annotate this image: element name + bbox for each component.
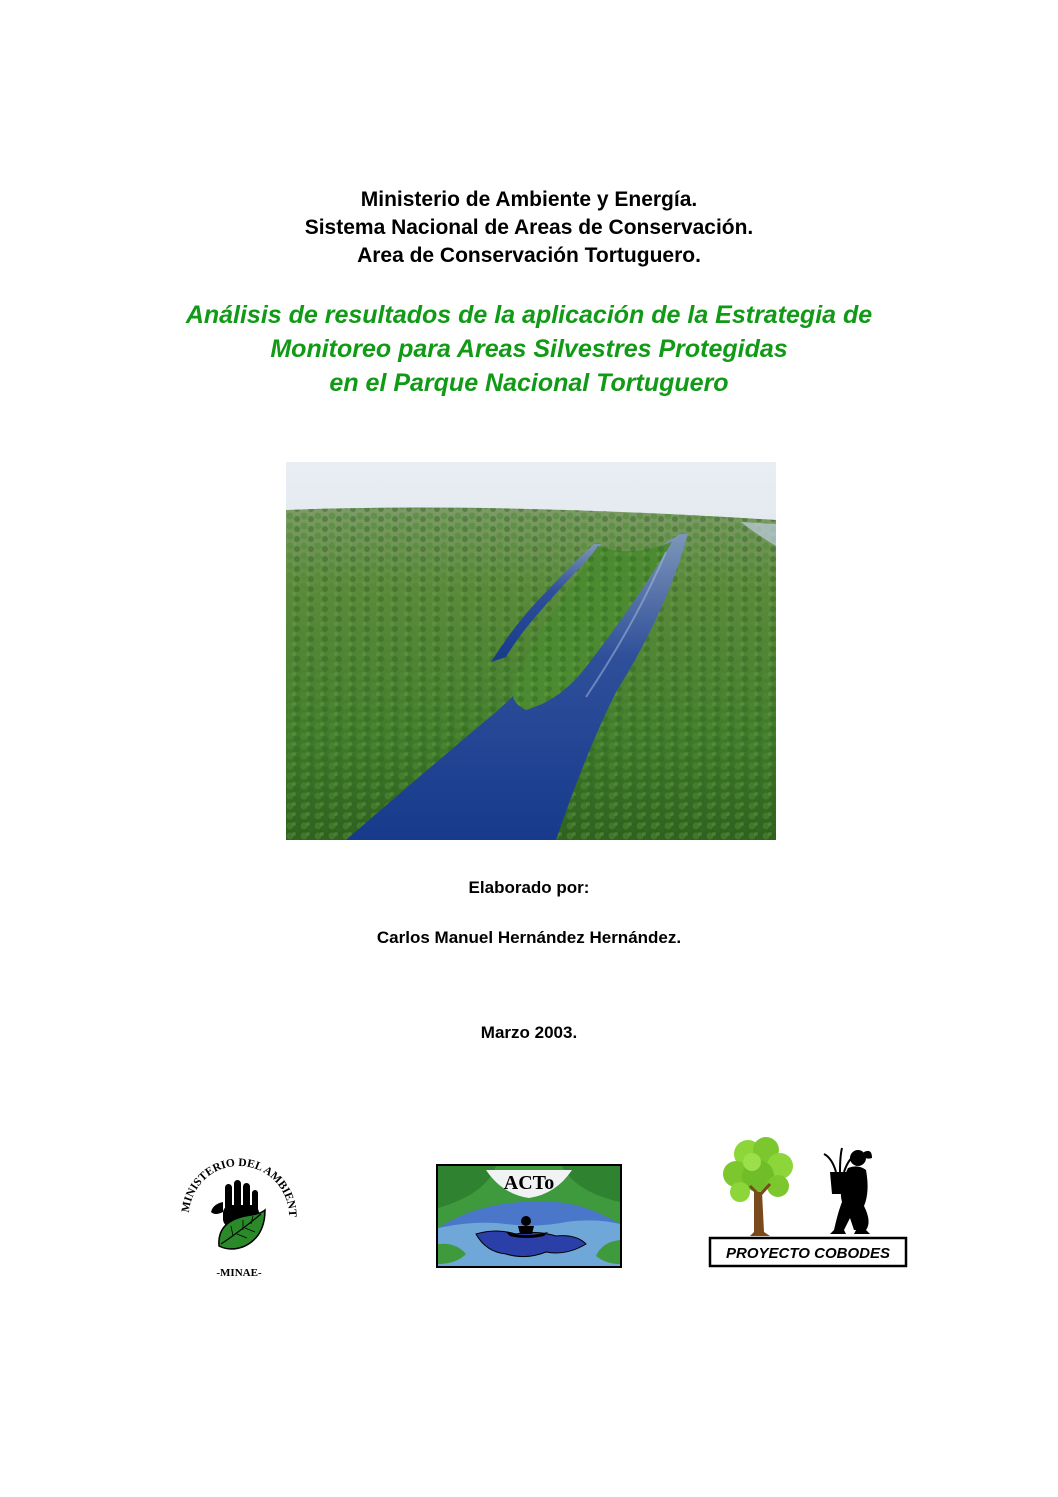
svg-text:MINISTERIO DEL AMBIENTE Y ENER: MINISTERIO DEL AMBIENT: [179, 1156, 299, 1218]
author-name: Carlos Manuel Hernández Hernández.: [376, 928, 682, 947]
institution-line-3: Area de Conservación Tortuguero.: [357, 244, 701, 267]
cobodes-emblem-icon: [706, 1132, 910, 1270]
acto-logo: [436, 1164, 622, 1268]
minae-seal-icon: [173, 1150, 305, 1282]
cover-photo: [286, 462, 776, 840]
cobodes-logo: [706, 1132, 910, 1270]
institution-line-1: Ministerio de Ambiente y Energía.: [360, 188, 698, 211]
institution-line-2: Sistema Nacional de Areas de Conservación.: [304, 216, 754, 239]
acto-text: ACTo: [503, 1172, 555, 1194]
title-line-1: Análisis de resultados de la aplicación de la Estrategia de: [185, 301, 873, 329]
cobodes-text: PROYECTO COBODES: [726, 1245, 890, 1262]
title-line-3: en el Parque Nacional Tortuguero: [329, 369, 729, 397]
acto-emblem-icon: [436, 1164, 622, 1268]
minae-logo: [173, 1150, 305, 1282]
publication-date: Marzo 2003.: [480, 1023, 578, 1042]
document-title: [0, 298, 1058, 400]
river-forest-aerial-image: [286, 462, 776, 840]
svg-text:-MINAE-: -MINAE-: [216, 1267, 262, 1279]
prepared-by-label: Elaborado por:: [468, 878, 590, 897]
institution-header: [0, 186, 1058, 270]
title-line-2: Monitoreo para Areas Silvestres Protegidas: [270, 335, 788, 363]
